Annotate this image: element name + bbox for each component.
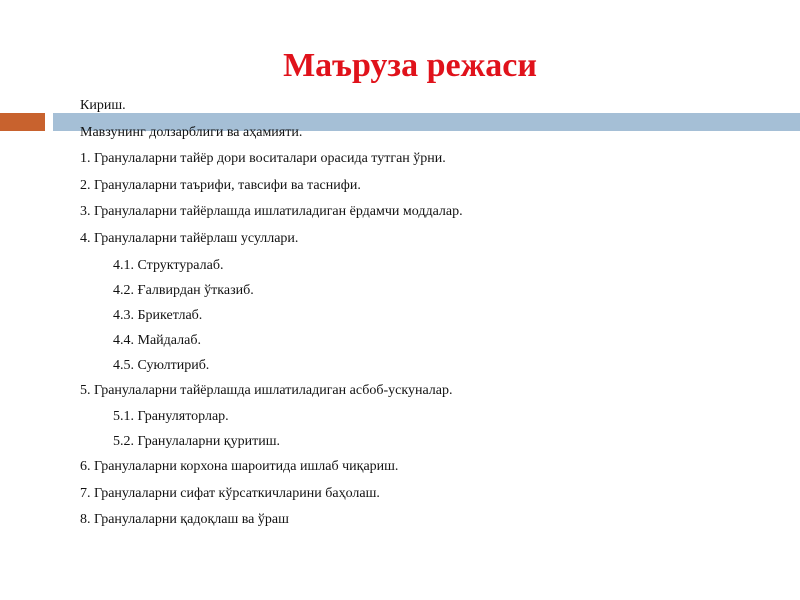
- accent-bar-left: [0, 113, 45, 131]
- list-item: 3. Гранулаларни тайёрлашда ишлатиладиган ёрдамчи моддалар.: [80, 204, 463, 220]
- list-item: 2. Гранулаларни таърифи, тавсифи ва таснифи.: [80, 177, 361, 193]
- list-item: 6. Гранулаларни корхона шароитида ишлаб чиқариш.: [80, 459, 399, 475]
- sub-list-item: 4.1. Структуралаб.: [113, 257, 224, 273]
- list-item: Кириш.: [80, 98, 126, 113]
- sub-list-item: 4.5. Суюлтириб.: [113, 357, 210, 373]
- list-item: 8. Гранулаларни қадоқлаш ва ўраш: [80, 512, 289, 528]
- sub-list-item: 4.2. Ғалвирдан ўтказиб.: [113, 282, 254, 298]
- sub-list-item: 5.2. Гранулаларни қуритиш.: [113, 434, 280, 450]
- list-item: 4. Гранулаларни тайёрлаш усуллари.: [80, 230, 299, 246]
- list-item: 1. Гранулаларни тайёр дори воситалари орасида тутган ўрни.: [80, 151, 446, 167]
- sub-list-item: 4.3. Брикетлаб.: [113, 307, 203, 323]
- list-item: 7. Гранулаларни сифат кўрсаткичларини баҳолаш.: [80, 485, 380, 501]
- list-item: 5. Гранулаларни тайёрлашда ишлатиладиган асбоб-ускуналар.: [80, 382, 453, 398]
- sub-list-item: 5.1. Грануляторлар.: [113, 409, 229, 425]
- sub-list-item: 4.4. Майдалаб.: [113, 332, 201, 348]
- outline-list: [80, 93, 780, 534]
- slide-title: Маъруза режаси: [283, 47, 537, 84]
- list-item: Мавзунинг долзарблиги ва аҳамияти.: [80, 124, 303, 140]
